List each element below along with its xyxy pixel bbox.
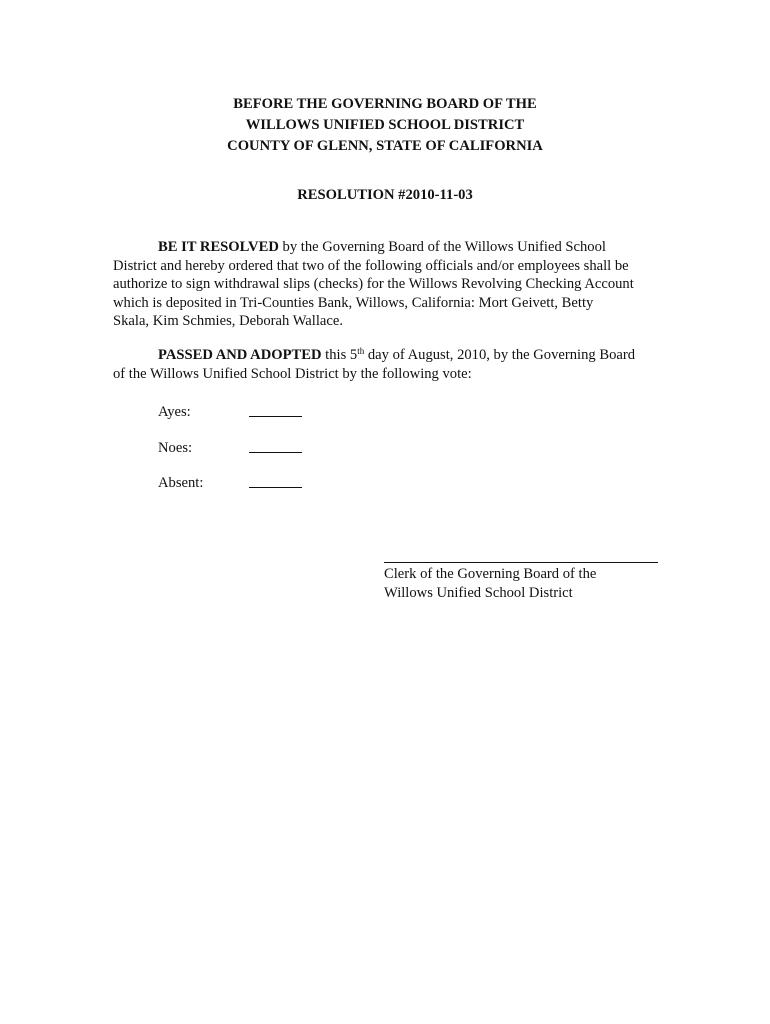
adopted-paragraph-line-1 (113, 346, 635, 365)
adopted-lead: PASSED AND ADOPTED (158, 347, 322, 363)
adopted-line-1-post: day of August, 2010, by the Governing Board (364, 347, 635, 363)
signature-title-line-2: Willows Unified School District (384, 584, 573, 601)
header-line-1: BEFORE THE GOVERNING BOARD OF THE (233, 96, 537, 112)
vote-row-noes (158, 439, 192, 457)
ayes-blank-line (249, 416, 302, 417)
vote-row-absent (158, 474, 203, 492)
adopted-paragraph-line-2: of the Willows Unified School District by the following vote: (113, 365, 472, 382)
header-line-2: WILLOWS UNIFIED SCHOOL DISTRICT (245, 117, 525, 133)
header-line-3: COUNTY OF GLENN, STATE OF CALIFORNIA (227, 138, 543, 154)
noes-label: Noes: (158, 440, 193, 456)
absent-label: Absent: (158, 475, 204, 491)
ayes-label: Ayes: (158, 404, 191, 420)
adopted-line-1-pre: this 5 (321, 347, 358, 363)
absent-blank-line (249, 487, 302, 488)
noes-blank-line (249, 452, 302, 453)
resolved-lead: BE IT RESOLVED (158, 239, 279, 255)
resolved-paragraph-line-5: Skala, Kim Schmies, Deborah Wallace. (113, 313, 343, 329)
vote-row-ayes (158, 403, 191, 421)
resolved-paragraph-line-4: which is deposited in Tri-Counties Bank, Willows, California: Mort Geivett, Betty (113, 294, 594, 311)
resolution-title: RESOLUTION #2010-11-03 (297, 187, 473, 203)
resolved-line-1-text: by the Governing Board of the Willows Unified School (278, 239, 606, 255)
document-header (0, 94, 770, 157)
resolved-paragraph-line-1 (113, 238, 634, 257)
signature-title-line-1: Clerk of the Governing Board of the (384, 566, 597, 582)
adopted-ordinal-suffix: th (357, 346, 365, 356)
resolved-paragraph (113, 238, 634, 331)
resolved-paragraph-line-2: District and hereby ordered that two of the following officials and/or employees shall be (113, 257, 629, 274)
signature-line (384, 562, 658, 563)
adopted-paragraph (113, 346, 635, 383)
signature-block (384, 565, 596, 602)
resolved-paragraph-line-3: authorize to sign withdrawal slips (checks) for the Willows Revolving Checking Account (113, 276, 634, 292)
